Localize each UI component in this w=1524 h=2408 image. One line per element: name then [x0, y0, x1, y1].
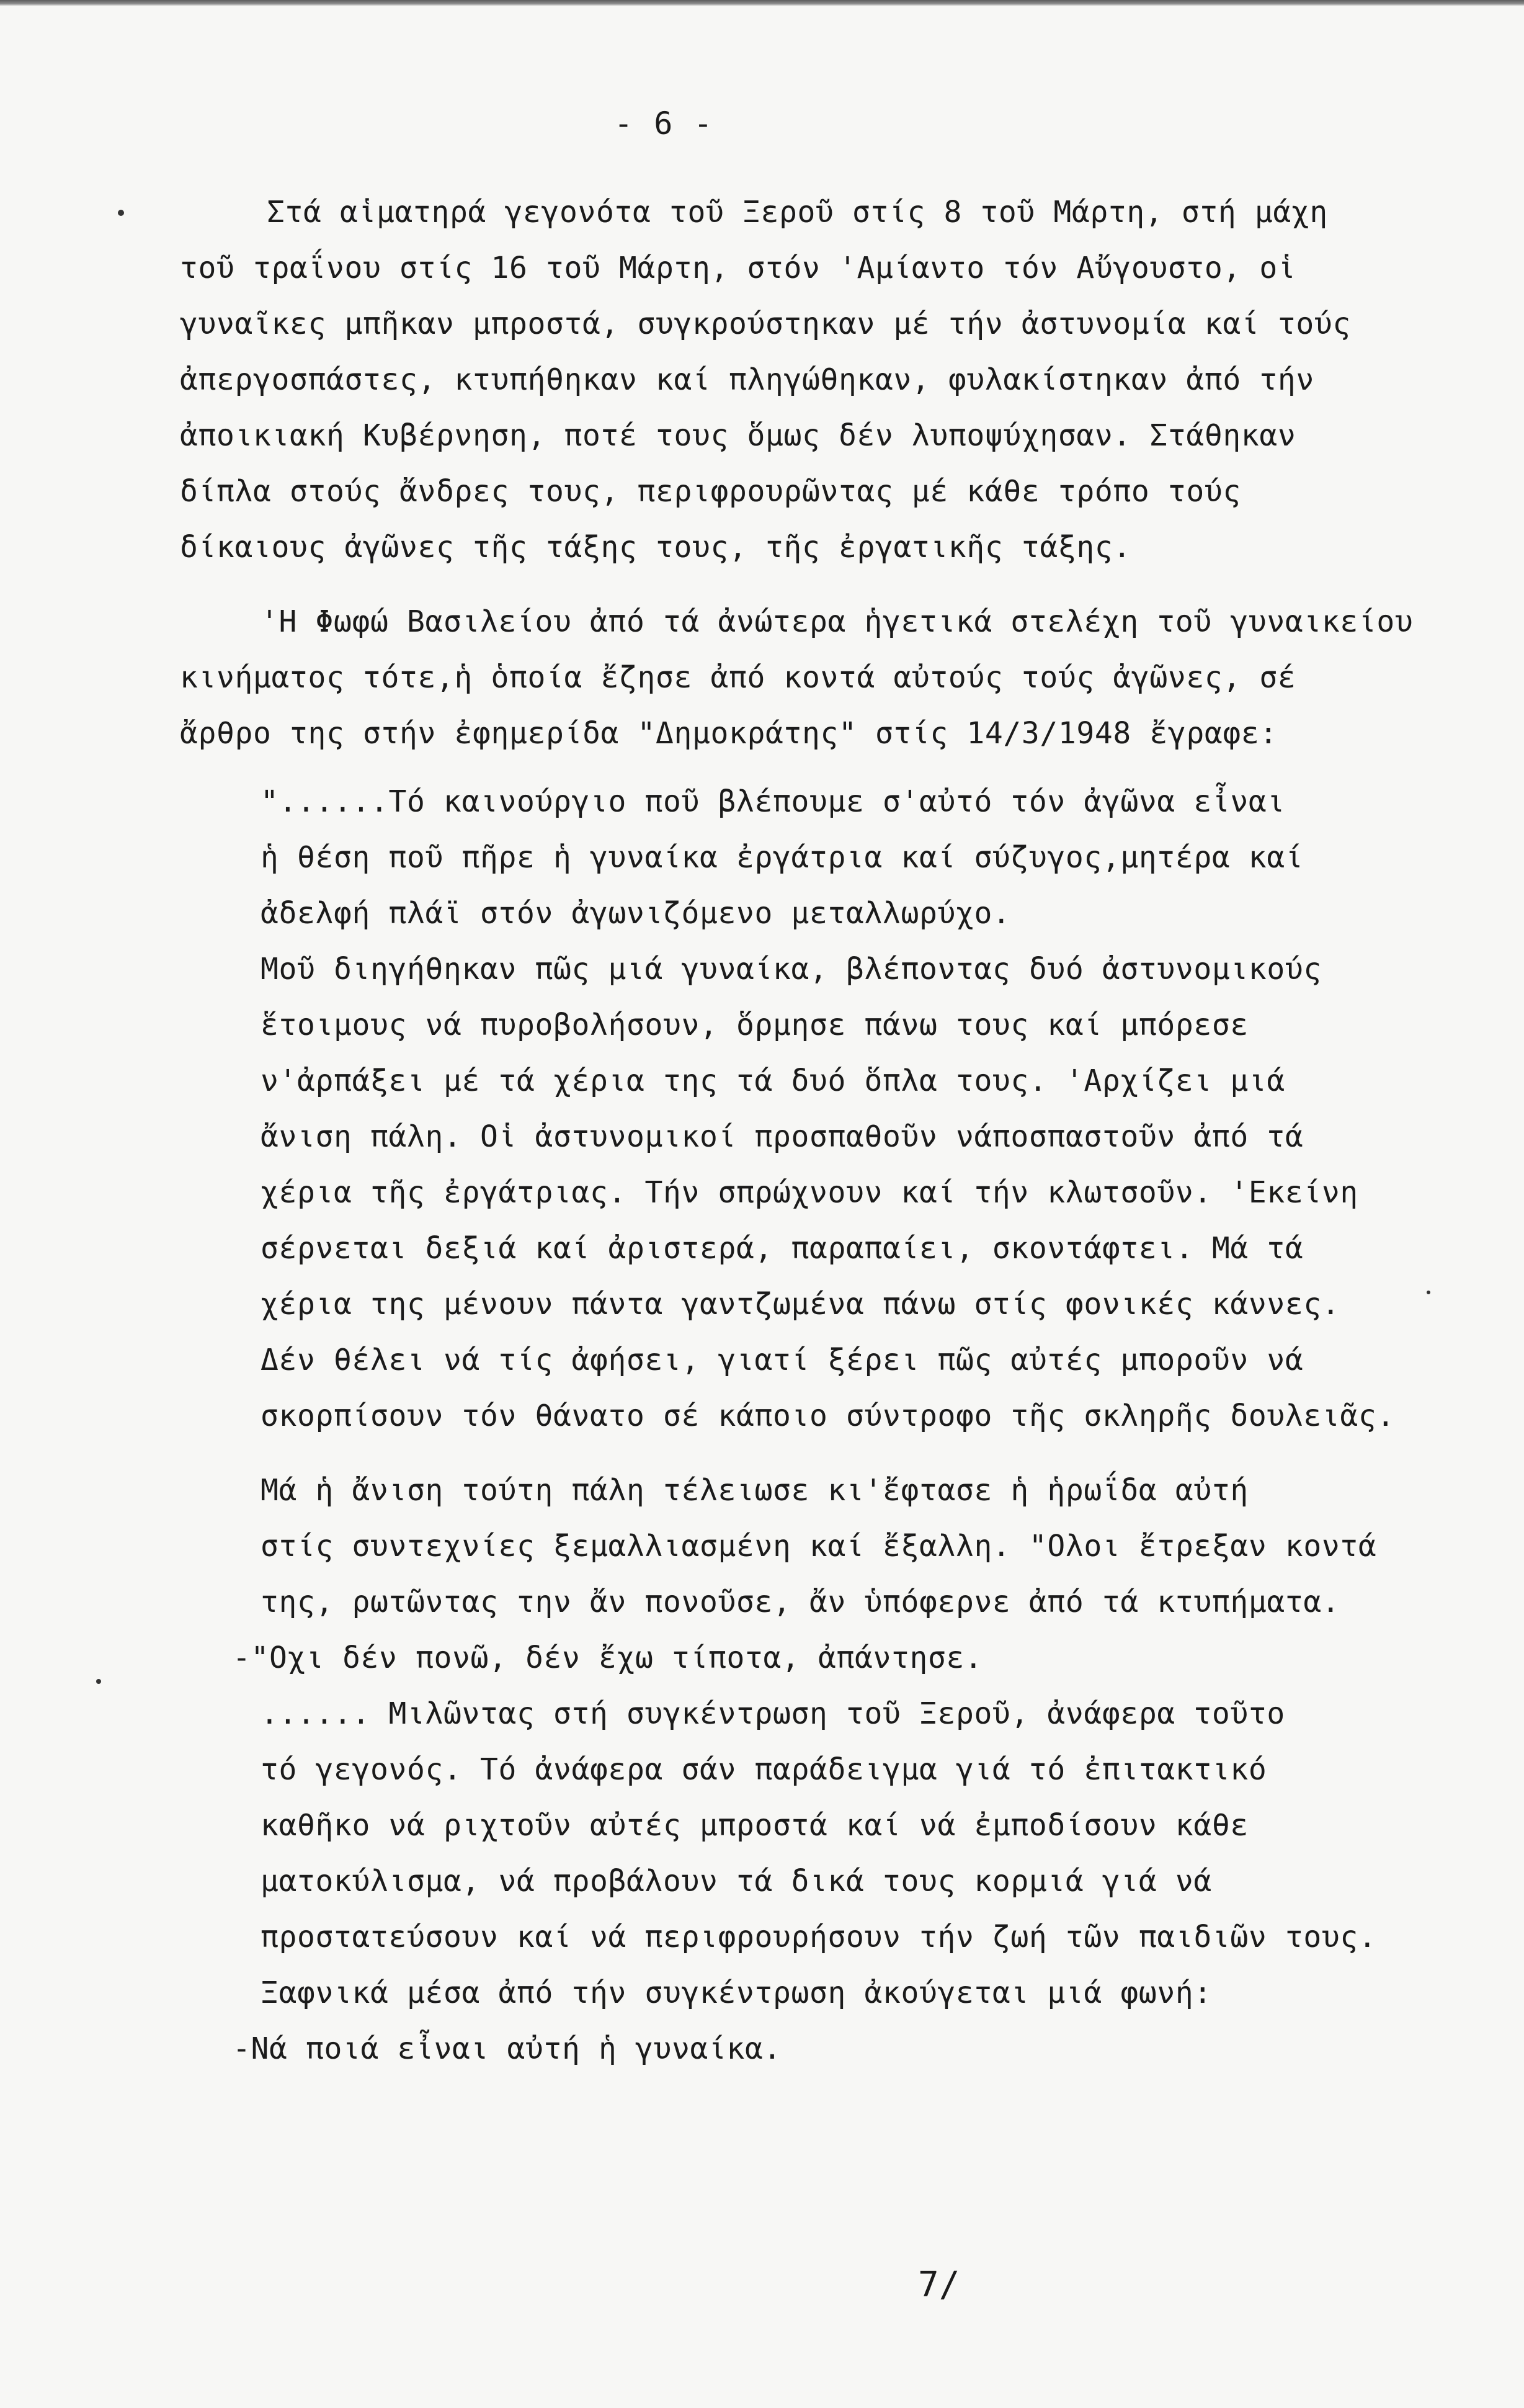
paragraph-4-line-7: χέρια της μένουν πάντα γαντζωμένα πάνω στίς φονικές κάννες.: [261, 1287, 1340, 1322]
paragraph-5-line-3: της, ρωτῶντας την ἄν πονοῦσε, ἄν ὑπόφερνε ἀπό τά κτυπήματα.: [261, 1585, 1340, 1619]
paragraph-4-line-9: σκορπίσουν τόν θάνατο σέ κάποιο σύντροφο τῆς σκληρῆς δουλειᾶς.: [261, 1399, 1395, 1433]
quote-line-2: ἡ θέση ποῦ πῆρε ἡ γυναίκα ἐργάτρια καί σύζυγος,μητέρα καί: [261, 840, 1304, 875]
paragraph-5-line-11: -Νά ποιά εἶναι αὐτή ἡ γυναίκα.: [233, 2031, 782, 2066]
page-number: - 6 -: [614, 105, 714, 141]
paragraph-1-line-4: ἀπεργοσπάστες, κτυπήθηκαν καί πληγώθηκαν, φυλακίστηκαν ἀπό τήν: [180, 362, 1314, 397]
paragraph-5-line-2: στίς συντεχνίες ξεμαλλιασμένη καί ἔξαλλη. "Ολοι ἔτρεξαν κοντά: [261, 1529, 1377, 1564]
paragraph-1-line-2: τοῦ τραΐνου στίς 16 τοῦ Μάρτη, στόν 'Αμίαντο τόν Αὔγουστο, οἱ: [180, 251, 1296, 285]
paragraph-5-line-5: ...... Μιλῶντας στή συγκέντρωση τοῦ Ξεροῦ, ἀνάφερα τοῦτο: [261, 1696, 1285, 1731]
paragraph-2-line-3: ἄρθρο της στήν ἐφημερίδα "Δημοκράτης" στίς 14/3/1948 ἔγραφε:: [180, 716, 1278, 751]
paragraph-4-line-1: Μοῦ διηγήθηκαν πῶς μιά γυναίκα, βλέποντας δυό ἀστυνομικούς: [261, 952, 1322, 987]
paragraph-5-line-10: Ξαφνικά μέσα ἀπό τήν συγκέντρωση ἀκούγεται μιά φωνή:: [261, 1976, 1212, 2010]
paragraph-1-line-1: Στά αἱματηρά γεγονότα τοῦ Ξεροῦ στίς 8 τοῦ Μάρτη, στή μάχη: [267, 195, 1328, 230]
paragraph-2-line-2: κινήματος τότε,ἡ ὁποία ἔζησε ἀπό κοντά αὐτούς τούς ἀγῶνες, σέ: [180, 660, 1296, 695]
paragraph-4-line-3: ν'ἀρπάξει μέ τά χέρια της τά δυό ὅπλα τους. 'Αρχίζει μιά: [261, 1063, 1285, 1098]
scan-speck: [118, 210, 124, 216]
paragraph-4-line-6: σέρνεται δεξιά καί ἀριστερά, παραπαίει, σκοντάφτει. Μά τά: [261, 1231, 1304, 1266]
paragraph-5-line-1: Μά ἡ ἄνιση τούτη πάλη τέλειωσε κι'ἔφτασε ἡ ἡρωΐδα αὐτή: [261, 1473, 1249, 1508]
paragraph-5-line-4: -"Οχι δέν πονῶ, δέν ἔχω τίποτα, ἀπάντησε.: [233, 1640, 983, 1675]
paragraph-5-line-8: ματοκύλισμα, νά προβάλουν τά δικά τους κορμιά γιά νά: [261, 1864, 1212, 1899]
next-page-marker: 7/: [918, 2265, 960, 2305]
scan-speck: [96, 1679, 101, 1684]
paragraph-5-line-9: προστατεύσουν καί νά περιφρουρήσουν τήν ζωή τῶν παιδιῶν τους.: [261, 1920, 1377, 1954]
paragraph-4-line-8: Δέν θέλει νά τίς ἀφήσει, γιατί ξέρει πῶς αὐτές μποροῦν νά: [261, 1343, 1304, 1377]
paragraph-1-line-7: δίκαιους ἀγῶνες τῆς τάξης τους, τῆς ἐργατικῆς τάξης.: [180, 530, 1131, 565]
paragraph-4-line-4: ἄνιση πάλη. Οἱ ἀστυνομικοί προσπαθοῦν νάποσπαστοῦν ἀπό τά: [261, 1119, 1304, 1154]
paragraph-5-line-7: καθῆκο νά ριχτοῦν αὐτές μπροστά καί νά ἐμποδίσουν κάθε: [261, 1808, 1249, 1843]
paragraph-1-line-3: γυναῖκες μπῆκαν μπροστά, συγκρούστηκαν μέ τήν ἀστυνομία καί τούς: [180, 307, 1351, 341]
quote-line-3: ἀδελφή πλάϊ στόν ἀγωνιζόμενο μεταλλωρύχο.: [261, 896, 1011, 931]
paragraph-4-line-5: χέρια τῆς ἐργάτριας. Τήν σπρώχνουν καί τήν κλωτσοῦν. 'Εκείνη: [261, 1175, 1358, 1210]
paragraph-2-line-1: 'Η Φωφώ Βασιλείου ἀπό τά ἀνώτερα ἡγετικά στελέχη τοῦ γυναικείου: [261, 604, 1414, 639]
paragraph-4-line-2: ἕτοιμους νά πυροβολήσουν, ὅρμησε πάνω τους καί μπόρεσε: [261, 1008, 1249, 1042]
quote-line-1: "......Τό καινούργιο ποῦ βλέπουμε σ'αὐτό τόν ἀγῶνα εἶναι: [261, 784, 1285, 819]
scan-speck: [1427, 1291, 1430, 1294]
scan-top-edge: [0, 0, 1524, 6]
paragraph-5-line-6: τό γεγονός. Τό ἀνάφερα σάν παράδειγμα γιά τό ἐπιτακτικό: [261, 1752, 1267, 1787]
paragraph-1-line-6: δίπλα στούς ἄνδρες τους, περιφρουρῶντας μέ κάθε τρόπο τούς: [180, 474, 1241, 509]
paragraph-1-line-5: ἀποικιακή Κυβέρνηση, ποτέ τους ὅμως δέν λυποψύχησαν. Στάθηκαν: [180, 418, 1296, 453]
